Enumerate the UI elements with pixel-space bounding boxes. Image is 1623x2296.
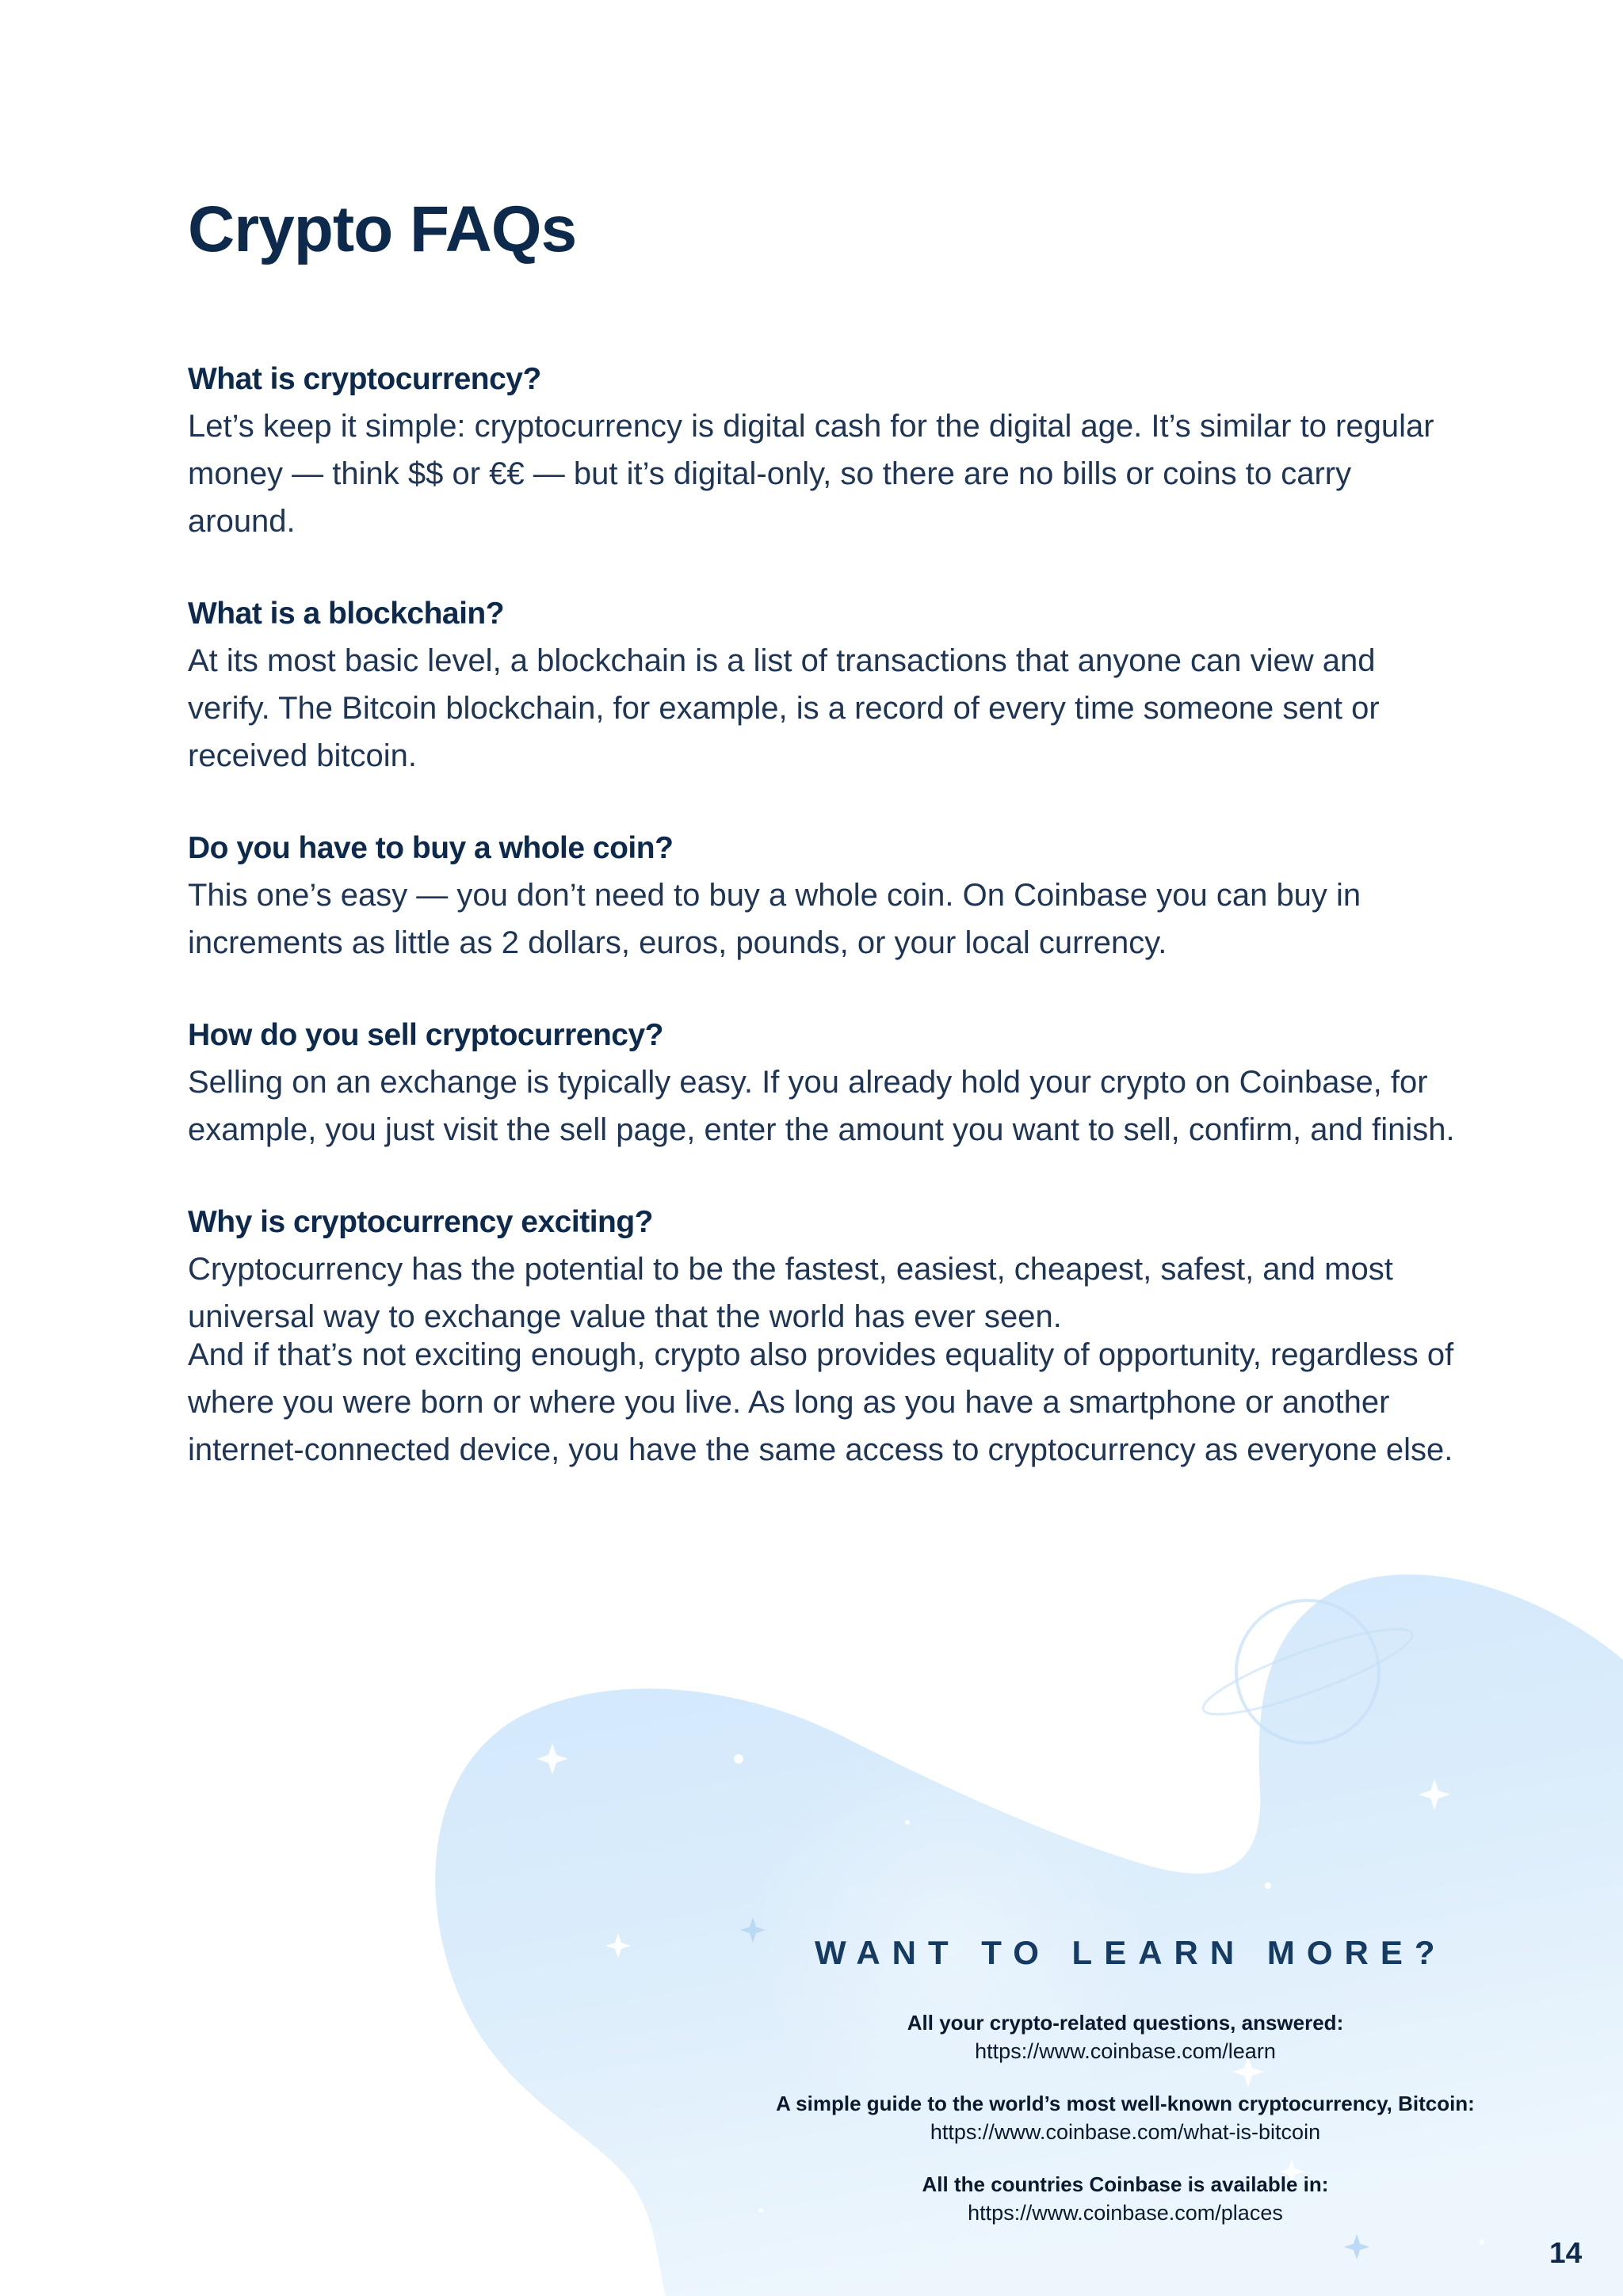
- main-content: [188, 190, 1456, 1521]
- page-number: 14: [1549, 2237, 1583, 2269]
- learn-more-section: [729, 1929, 1522, 2227]
- faq-item: [188, 358, 1456, 545]
- learn-more-item: [729, 2008, 1522, 2065]
- learn-more-item: [729, 2170, 1522, 2227]
- faq-item: [188, 1201, 1456, 1474]
- faq-item: [188, 593, 1456, 780]
- learn-more-item: [729, 2089, 1522, 2146]
- faq-answer: Let’s keep it simple: cryptocurrency is digital cash for the digital age. It’s similar to regular money — think $$ or €€ — but it’s digital-only, so there are no bills or coins to carry around.: [188, 409, 1434, 539]
- learn-more-label: A simple guide to the world’s most well-known cryptocurrency, Bitcoin:: [776, 2092, 1475, 2115]
- learn-more-label: All the countries Coinbase is available in:: [922, 2172, 1329, 2196]
- faq-question: How do you sell cryptocurrency?: [188, 1018, 663, 1052]
- faq-question: Do you have to buy a whole coin?: [188, 831, 674, 865]
- learn-more-link[interactable]: https://www.coinbase.com/what-is-bitcoin: [930, 2120, 1321, 2144]
- faq-answer: At its most basic level, a blockchain is a list of transactions that anyone can view and verify. The Bitcoin blockchain, for example, is a record of every time someone sent or received bitcoin.: [188, 643, 1380, 773]
- learn-more-link[interactable]: https://www.coinbase.com/places: [968, 2201, 1283, 2225]
- faq-list: [188, 358, 1456, 1474]
- faq-question: What is a blockchain?: [188, 597, 505, 631]
- learn-more-link[interactable]: https://www.coinbase.com/learn: [975, 2039, 1276, 2063]
- faq-question: What is cryptocurrency?: [188, 362, 541, 396]
- faq-answer: Cryptocurrency has the potential to be the fastest, easiest, cheapest, safest, and most universal way to exchange value that the world has ever seen.: [188, 1252, 1393, 1334]
- learn-more-label: All your crypto-related questions, answered:: [907, 2011, 1344, 2035]
- faq-answer: This one’s easy — you don’t need to buy a whole coin. On Coinbase you can buy in increments as little as 2 dollars, euros, pounds, or your local currency.: [188, 878, 1361, 960]
- faq-item: [188, 827, 1456, 967]
- learn-more-heading: WANT TO LEARN MORE?: [815, 1934, 1447, 1971]
- faq-answer: Selling on an exchange is typically easy. If you already hold your crypto on Coinbase, for example, you just visit the sell page, enter the amount you want to sell, confirm, and finish.: [188, 1065, 1455, 1147]
- faq-item: [188, 1014, 1456, 1154]
- faq-question: Why is cryptocurrency exciting?: [188, 1205, 654, 1239]
- page-title: Crypto FAQs: [188, 193, 577, 265]
- faq-answer-extra: And if that’s not exciting enough, crypto also provides equality of opportunity, regardless of where you were born or where you live. As long as you have a smartphone or another internet-connected device, you have the same access to cryptocurrency as everyone else.: [188, 1337, 1454, 1467]
